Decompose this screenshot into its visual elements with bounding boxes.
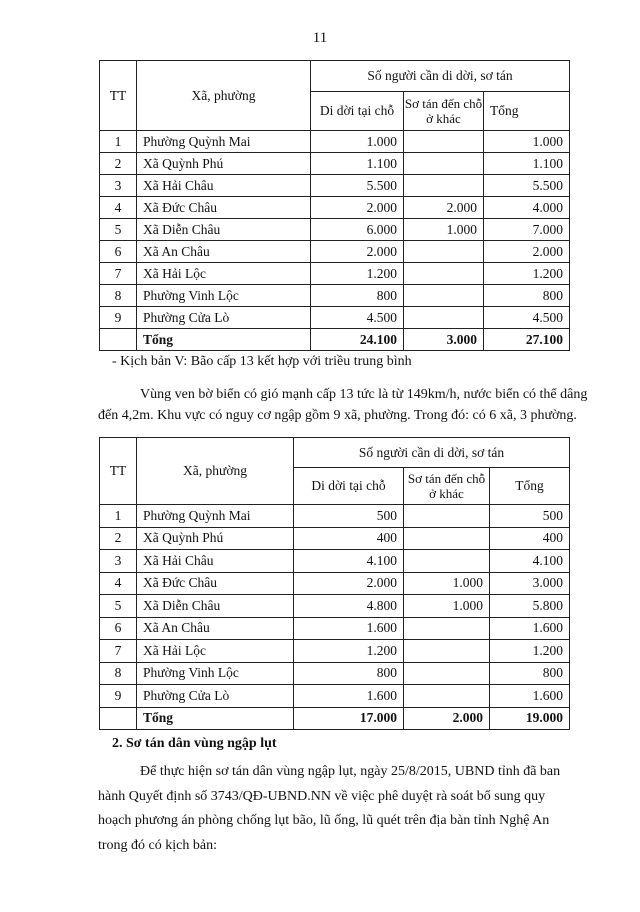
table-row	[100, 219, 570, 241]
table-row	[100, 241, 570, 263]
table-cell	[404, 685, 490, 708]
table-cell: 6	[100, 617, 137, 640]
table-cell: 9	[100, 307, 137, 329]
table-row	[100, 595, 570, 618]
section-2-line4: trong đó có kịch bản:	[98, 838, 217, 853]
table-cell: 4.100	[490, 550, 570, 573]
table-cell	[404, 640, 490, 663]
table-cell: 1.600	[294, 685, 404, 708]
table-cell: Xã Hải Châu	[137, 175, 311, 197]
table-cell: 4.000	[484, 197, 570, 219]
header-in-place: Di dời tại chỗ	[311, 92, 404, 131]
header-in-place: Di dời tại chỗ	[294, 468, 404, 505]
table-cell	[100, 329, 137, 351]
table-cell: 1.000	[311, 131, 404, 153]
table-row	[100, 307, 570, 329]
table-cell: Xã Quỳnh Phú	[137, 153, 311, 175]
scenario-v-heading: - Kịch bản V: Bão cấp 13 kết hợp với triều trung bình	[112, 354, 412, 369]
table-cell: 2.000	[404, 197, 484, 219]
table-cell: 9	[100, 685, 137, 708]
table-cell: 2.000	[311, 197, 404, 219]
table-row	[100, 662, 570, 685]
table-cell: 1.000	[404, 219, 484, 241]
table-cell: 5	[100, 595, 137, 618]
total-row	[100, 707, 570, 730]
table-cell: 7	[100, 640, 137, 663]
table-cell: 1.000	[404, 572, 490, 595]
table-cell: 3	[100, 175, 137, 197]
table-cell: 1.600	[490, 617, 570, 640]
table-cell: 2	[100, 527, 137, 550]
header-tt: TT	[100, 61, 137, 131]
table-cell: 1.200	[490, 640, 570, 663]
table-row	[100, 527, 570, 550]
evacuation-table-2	[99, 437, 570, 730]
table-cell: Xã An Châu	[137, 241, 311, 263]
table-cell: Xã Đức Châu	[137, 572, 294, 595]
table-cell	[404, 617, 490, 640]
table-cell: 2	[100, 153, 137, 175]
scenario-v-desc-line1: Vùng ven bờ biển có gió mạnh cấp 13 tức là từ 149km/h, nước biển có thể dâng	[140, 387, 588, 402]
table-cell: Xã Diễn Châu	[137, 595, 294, 618]
table-cell: 19.000	[490, 707, 570, 730]
table-cell	[100, 707, 137, 730]
table-row	[100, 685, 570, 708]
table-cell: 4	[100, 197, 137, 219]
evacuation-table-1	[99, 60, 570, 351]
table-cell: 8	[100, 285, 137, 307]
table-row	[100, 175, 570, 197]
table-cell: Phường Quỳnh Mai	[137, 131, 311, 153]
table-cell: 7.000	[484, 219, 570, 241]
table-cell: 1.100	[311, 153, 404, 175]
table-cell: Phường Vinh Lộc	[137, 662, 294, 685]
header-tt: TT	[100, 438, 137, 505]
table-cell: 500	[490, 505, 570, 528]
table-cell: 4	[100, 572, 137, 595]
table-cell: 6.000	[311, 219, 404, 241]
table-cell: 800	[490, 662, 570, 685]
table-cell: Xã Hải Lộc	[137, 640, 294, 663]
table-cell: 400	[490, 527, 570, 550]
table-row	[100, 640, 570, 663]
table-cell: Phường Quỳnh Mai	[137, 505, 294, 528]
table-cell: 7	[100, 263, 137, 285]
table-cell: Xã Đức Châu	[137, 197, 311, 219]
table-cell: 1.000	[484, 131, 570, 153]
table-cell: 800	[294, 662, 404, 685]
table-cell	[404, 527, 490, 550]
table-cell: 1.600	[490, 685, 570, 708]
table-cell: 3.000	[404, 329, 484, 351]
table-cell: 3	[100, 550, 137, 573]
table-cell: Phường Cửa Lò	[137, 685, 294, 708]
section-2-title: 2. Sơ tán dân vùng ngập lụt	[112, 736, 277, 751]
table-cell: 4.100	[294, 550, 404, 573]
table-cell: 1.200	[311, 263, 404, 285]
table-cell: 5.800	[490, 595, 570, 618]
table-row	[100, 617, 570, 640]
header-elsewhere: Sơ tán đến chỗ ở khác	[404, 92, 484, 131]
table-row	[100, 263, 570, 285]
table-cell	[404, 175, 484, 197]
table-cell	[404, 241, 484, 263]
table-cell: Tổng	[137, 329, 311, 351]
table-cell: Xã Quỳnh Phú	[137, 527, 294, 550]
table-cell	[404, 307, 484, 329]
header-group: Số người cần di dời, sơ tán	[294, 438, 570, 468]
page-number: 11	[312, 30, 328, 46]
table-cell	[404, 153, 484, 175]
table-cell: 5.500	[311, 175, 404, 197]
table-cell: 2.000	[294, 572, 404, 595]
table-cell	[404, 662, 490, 685]
table-cell: 400	[294, 527, 404, 550]
table-cell: Xã Hải Lộc	[137, 263, 311, 285]
table-cell: 2.000	[484, 241, 570, 263]
table-cell: Tổng	[137, 707, 294, 730]
table-cell: 4.800	[294, 595, 404, 618]
table-cell: Xã Hải Châu	[137, 550, 294, 573]
table-cell	[404, 505, 490, 528]
table-cell: 17.000	[294, 707, 404, 730]
table-cell: 27.100	[484, 329, 570, 351]
header-total: Tổng	[484, 92, 570, 131]
table-cell: 800	[484, 285, 570, 307]
table-cell: 1.100	[484, 153, 570, 175]
table-cell	[404, 131, 484, 153]
table-cell: 4.500	[311, 307, 404, 329]
table-row	[100, 197, 570, 219]
table-cell: 6	[100, 241, 137, 263]
table-cell: 500	[294, 505, 404, 528]
table-cell	[404, 285, 484, 307]
table-cell: 1.200	[294, 640, 404, 663]
table-cell: 2.000	[404, 707, 490, 730]
header-name: Xã, phường	[137, 438, 294, 505]
section-2-line2: hành Quyết định số 3743/QĐ-UBND.NN về việc phê duyệt rà soát bổ sung quy	[98, 789, 546, 804]
table-cell	[404, 550, 490, 573]
table-cell: 800	[311, 285, 404, 307]
header-name: Xã, phường	[137, 61, 311, 131]
table-row	[100, 285, 570, 307]
table-cell: Xã Diễn Châu	[137, 219, 311, 241]
table-cell: 5.500	[484, 175, 570, 197]
scenario-v-desc-line2: đến 4,2m. Khu vực có nguy cơ ngập gồm 9 xã, phường. Trong đó: có 6 xã, 3 phường.	[98, 408, 577, 423]
table-cell: 4.500	[484, 307, 570, 329]
table-cell: 1	[100, 505, 137, 528]
table-cell: 1.600	[294, 617, 404, 640]
header-total: Tổng	[490, 468, 570, 505]
table-cell: Xã An Châu	[137, 617, 294, 640]
table-cell: 1.200	[484, 263, 570, 285]
table-cell: 1.000	[404, 595, 490, 618]
table-row	[100, 550, 570, 573]
table-cell: 3.000	[490, 572, 570, 595]
table-cell: Phường Vinh Lộc	[137, 285, 311, 307]
table-cell: 1	[100, 131, 137, 153]
table-cell	[404, 263, 484, 285]
header-elsewhere: Sơ tán đến chỗ ở khác	[404, 468, 490, 505]
table-cell: 5	[100, 219, 137, 241]
header-group: Số người cần di dời, sơ tán	[311, 61, 570, 92]
section-2-line1: Để thực hiện sơ tán dân vùng ngập lụt, ngày 25/8/2015, UBND tỉnh đã ban	[140, 764, 561, 779]
table-row	[100, 131, 570, 153]
table-row	[100, 153, 570, 175]
total-row	[100, 329, 570, 351]
section-2-line3: hoạch phương án phòng chống lụt bão, lũ ống, lũ quét trên địa bàn tỉnh Nghệ An	[98, 813, 550, 828]
table-row	[100, 572, 570, 595]
table-cell: 2.000	[311, 241, 404, 263]
table-cell: Phường Cửa Lò	[137, 307, 311, 329]
table-cell: 8	[100, 662, 137, 685]
table-row	[100, 505, 570, 528]
table-cell: 24.100	[311, 329, 404, 351]
